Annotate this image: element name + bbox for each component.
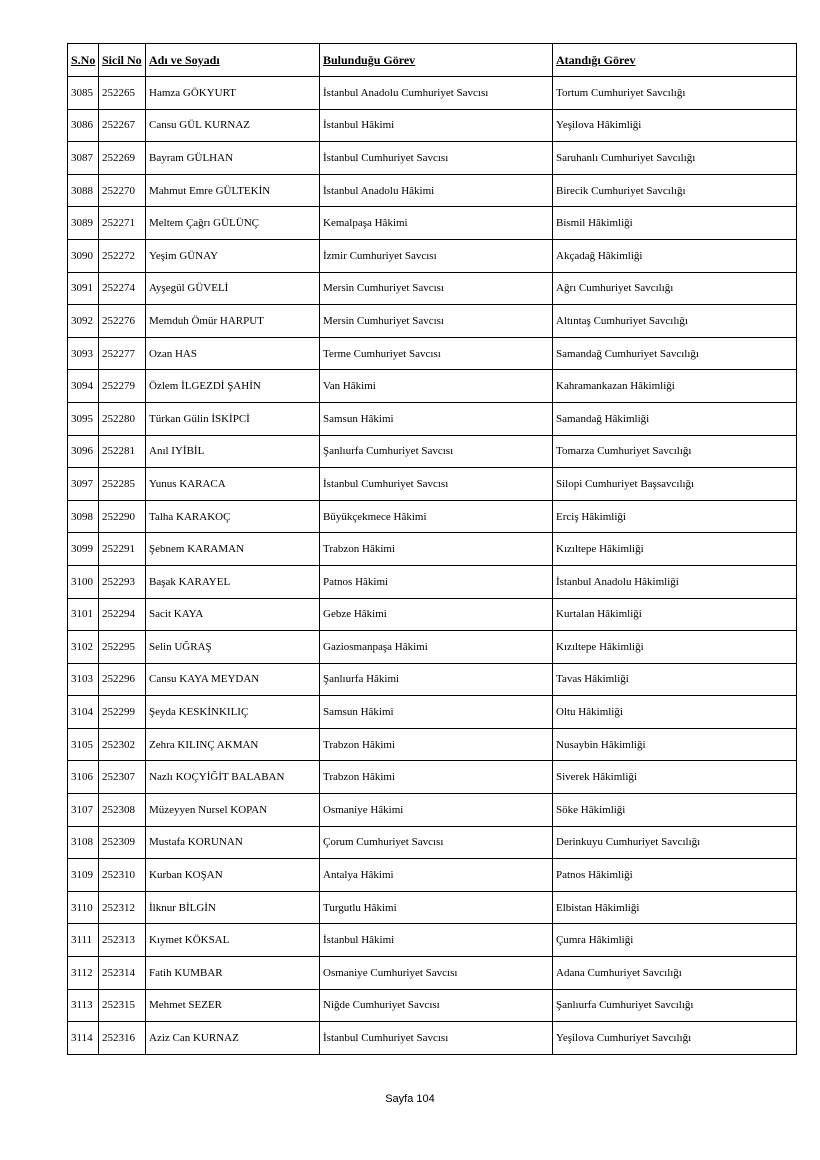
cell-sno: 3111 xyxy=(68,924,99,957)
cell-name: Kıymet KÖKSAL xyxy=(146,924,320,957)
cell-sno: 3097 xyxy=(68,468,99,501)
cell-name: İlknur BİLGİN xyxy=(146,891,320,924)
cell-assigned-post: Şanlıurfa Cumhuriyet Savcılığı xyxy=(553,989,797,1022)
cell-current-post: Patnos Hâkimi xyxy=(320,565,553,598)
table-row xyxy=(68,696,797,729)
cell-sno: 3096 xyxy=(68,435,99,468)
cell-assigned-post: Tomarza Cumhuriyet Savcılığı xyxy=(553,435,797,468)
cell-assigned-post: Ağrı Cumhuriyet Savcılığı xyxy=(553,272,797,305)
cell-sno: 3089 xyxy=(68,207,99,240)
cell-assigned-post: Çumra Hâkimliği xyxy=(553,924,797,957)
cell-current-post: İzmir Cumhuriyet Savcısı xyxy=(320,239,553,272)
cell-sicil-no: 252299 xyxy=(99,696,146,729)
cell-name: Başak KARAYEL xyxy=(146,565,320,598)
cell-sicil-no: 252295 xyxy=(99,631,146,664)
table-row xyxy=(68,435,797,468)
cell-current-post: Turgutlu Hâkimi xyxy=(320,891,553,924)
cell-name: Zehra KILINÇ AKMAN xyxy=(146,728,320,761)
cell-name: Mustafa KORUNAN xyxy=(146,826,320,859)
cell-sno: 3092 xyxy=(68,305,99,338)
cell-sno: 3103 xyxy=(68,663,99,696)
cell-sicil-no: 252313 xyxy=(99,924,146,957)
cell-name: Cansu GÜL KURNAZ xyxy=(146,109,320,142)
table-row xyxy=(68,565,797,598)
cell-assigned-post: İstanbul Anadolu Hâkimliği xyxy=(553,565,797,598)
table-row xyxy=(68,859,797,892)
cell-name: Bayram GÜLHAN xyxy=(146,142,320,175)
cell-sno: 3094 xyxy=(68,370,99,403)
cell-sicil-no: 252296 xyxy=(99,663,146,696)
cell-sicil-no: 252316 xyxy=(99,1022,146,1055)
table-row xyxy=(68,794,797,827)
cell-assigned-post: Yeşilova Cumhuriyet Savcılığı xyxy=(553,1022,797,1055)
cell-sicil-no: 252269 xyxy=(99,142,146,175)
cell-assigned-post: Kızıltepe Hâkimliği xyxy=(553,631,797,664)
cell-assigned-post: Silopi Cumhuriyet Başsavcılığı xyxy=(553,468,797,501)
cell-current-post: İstanbul Cumhuriyet Savcısı xyxy=(320,1022,553,1055)
table-row xyxy=(68,370,797,403)
cell-current-post: İstanbul Hâkimi xyxy=(320,924,553,957)
table-row xyxy=(68,109,797,142)
cell-sno: 3114 xyxy=(68,1022,99,1055)
cell-name: Nazlı KOÇYİĞİT BALABAN xyxy=(146,761,320,794)
cell-sno: 3085 xyxy=(68,77,99,110)
cell-assigned-post: Söke Hâkimliği xyxy=(553,794,797,827)
cell-assigned-post: Altıntaş Cumhuriyet Savcılığı xyxy=(553,305,797,338)
table-row xyxy=(68,891,797,924)
cell-name: Şebnem KARAMAN xyxy=(146,533,320,566)
cell-current-post: Şanlıurfa Hâkimi xyxy=(320,663,553,696)
table-row xyxy=(68,761,797,794)
cell-current-post: İstanbul Hâkimi xyxy=(320,109,553,142)
cell-name: Mahmut Emre GÜLTEKİN xyxy=(146,174,320,207)
cell-sicil-no: 252315 xyxy=(99,989,146,1022)
cell-assigned-post: Kurtalan Hâkimliği xyxy=(553,598,797,631)
cell-sicil-no: 252308 xyxy=(99,794,146,827)
cell-sicil-no: 252293 xyxy=(99,565,146,598)
cell-current-post: Çorum Cumhuriyet Savcısı xyxy=(320,826,553,859)
table-row xyxy=(68,207,797,240)
cell-sicil-no: 252310 xyxy=(99,859,146,892)
cell-sicil-no: 252277 xyxy=(99,337,146,370)
cell-assigned-post: Saruhanlı Cumhuriyet Savcılığı xyxy=(553,142,797,175)
cell-current-post: Gaziosmanpaşa Hâkimi xyxy=(320,631,553,664)
cell-name: Ayşegül GÜVELİ xyxy=(146,272,320,305)
cell-sicil-no: 252279 xyxy=(99,370,146,403)
table-row xyxy=(68,272,797,305)
cell-sno: 3107 xyxy=(68,794,99,827)
cell-sno: 3090 xyxy=(68,239,99,272)
cell-sicil-no: 252267 xyxy=(99,109,146,142)
cell-sno: 3105 xyxy=(68,728,99,761)
cell-name: Ozan HAS xyxy=(146,337,320,370)
cell-assigned-post: Patnos Hâkimliği xyxy=(553,859,797,892)
cell-assigned-post: Kızıltepe Hâkimliği xyxy=(553,533,797,566)
page-number: Sayfa 104 xyxy=(385,1093,435,1105)
appointment-table xyxy=(67,43,797,1055)
cell-sicil-no: 252294 xyxy=(99,598,146,631)
table-row xyxy=(68,924,797,957)
cell-current-post: Samsun Hâkimi xyxy=(320,402,553,435)
table-row xyxy=(68,728,797,761)
cell-name: Anıl IYİBİL xyxy=(146,435,320,468)
header-sno: S.No xyxy=(68,44,99,77)
cell-assigned-post: Yeşilova Hâkimliği xyxy=(553,109,797,142)
cell-sicil-no: 252307 xyxy=(99,761,146,794)
cell-sno: 3091 xyxy=(68,272,99,305)
cell-sicil-no: 252280 xyxy=(99,402,146,435)
cell-sicil-no: 252314 xyxy=(99,957,146,990)
cell-current-post: Osmaniye Hâkimi xyxy=(320,794,553,827)
cell-name: Memduh Ömür HARPUT xyxy=(146,305,320,338)
cell-current-post: İstanbul Cumhuriyet Savcısı xyxy=(320,468,553,501)
cell-name: Yunus KARACA xyxy=(146,468,320,501)
cell-assigned-post: Nusaybin Hâkimliği xyxy=(553,728,797,761)
cell-name: Kurban KOŞAN xyxy=(146,859,320,892)
cell-sno: 3109 xyxy=(68,859,99,892)
cell-sno: 3101 xyxy=(68,598,99,631)
table-row xyxy=(68,1022,797,1055)
table-row xyxy=(68,957,797,990)
table-row xyxy=(68,305,797,338)
cell-name: Meltem Çağrı GÜLÜNÇ xyxy=(146,207,320,240)
cell-sno: 3087 xyxy=(68,142,99,175)
header-sicil-no: Sicil No xyxy=(99,44,146,77)
cell-name: Cansu KAYA MEYDAN xyxy=(146,663,320,696)
cell-assigned-post: Birecik Cumhuriyet Savcılığı xyxy=(553,174,797,207)
table-row xyxy=(68,77,797,110)
cell-current-post: Terme Cumhuriyet Savcısı xyxy=(320,337,553,370)
cell-sicil-no: 252281 xyxy=(99,435,146,468)
cell-name: Mehmet SEZER xyxy=(146,989,320,1022)
cell-sicil-no: 252309 xyxy=(99,826,146,859)
cell-sno: 3110 xyxy=(68,891,99,924)
cell-assigned-post: Adana Cumhuriyet Savcılığı xyxy=(553,957,797,990)
cell-current-post: Şanlıurfa Cumhuriyet Savcısı xyxy=(320,435,553,468)
cell-current-post: Osmaniye Cumhuriyet Savcısı xyxy=(320,957,553,990)
cell-name: Talha KARAKOÇ xyxy=(146,500,320,533)
cell-current-post: Mersin Cumhuriyet Savcısı xyxy=(320,272,553,305)
cell-assigned-post: Derinkuyu Cumhuriyet Savcılığı xyxy=(553,826,797,859)
cell-sno: 3102 xyxy=(68,631,99,664)
table-row xyxy=(68,402,797,435)
header-assigned-post: Atandığı Görev xyxy=(553,44,797,77)
cell-assigned-post: Tortum Cumhuriyet Savcılığı xyxy=(553,77,797,110)
table-row xyxy=(68,663,797,696)
cell-sno: 3106 xyxy=(68,761,99,794)
cell-current-post: Mersin Cumhuriyet Savcısı xyxy=(320,305,553,338)
cell-name: Aziz Can KURNAZ xyxy=(146,1022,320,1055)
table-row xyxy=(68,239,797,272)
cell-name: Fatih KUMBAR xyxy=(146,957,320,990)
cell-sno: 3095 xyxy=(68,402,99,435)
table-body xyxy=(68,77,797,1055)
cell-assigned-post: Erciş Hâkimliği xyxy=(553,500,797,533)
cell-current-post: Van Hâkimi xyxy=(320,370,553,403)
cell-name: Müzeyyen Nursel KOPAN xyxy=(146,794,320,827)
cell-current-post: Kemalpaşa Hâkimi xyxy=(320,207,553,240)
cell-sicil-no: 252285 xyxy=(99,468,146,501)
cell-assigned-post: Kahramankazan Hâkimliği xyxy=(553,370,797,403)
cell-assigned-post: Elbistan Hâkimliği xyxy=(553,891,797,924)
cell-current-post: İstanbul Cumhuriyet Savcısı xyxy=(320,142,553,175)
cell-sicil-no: 252272 xyxy=(99,239,146,272)
cell-sicil-no: 252302 xyxy=(99,728,146,761)
table-row xyxy=(68,533,797,566)
cell-sicil-no: 252291 xyxy=(99,533,146,566)
cell-assigned-post: Samandağ Cumhuriyet Savcılığı xyxy=(553,337,797,370)
table-row xyxy=(68,174,797,207)
cell-name: Şeyda KESKİNKILIÇ xyxy=(146,696,320,729)
cell-current-post: Antalya Hâkimi xyxy=(320,859,553,892)
cell-assigned-post: Tavas Hâkimliği xyxy=(553,663,797,696)
cell-sno: 3104 xyxy=(68,696,99,729)
table-row xyxy=(68,468,797,501)
cell-sicil-no: 252274 xyxy=(99,272,146,305)
cell-name: Türkan Gülin İSKİPCİ xyxy=(146,402,320,435)
table-row xyxy=(68,631,797,664)
cell-sno: 3108 xyxy=(68,826,99,859)
cell-current-post: Büyükçekmece Hâkimi xyxy=(320,500,553,533)
table-row xyxy=(68,598,797,631)
cell-assigned-post: Oltu Hâkimliği xyxy=(553,696,797,729)
cell-name: Hamza GÖKYURT xyxy=(146,77,320,110)
cell-assigned-post: Akçadağ Hâkimliği xyxy=(553,239,797,272)
table-header-row xyxy=(68,44,797,77)
cell-current-post: Niğde Cumhuriyet Savcısı xyxy=(320,989,553,1022)
cell-assigned-post: Samandağ Hâkimliği xyxy=(553,402,797,435)
cell-sno: 3099 xyxy=(68,533,99,566)
cell-sicil-no: 252312 xyxy=(99,891,146,924)
cell-current-post: İstanbul Anadolu Cumhuriyet Savcısı xyxy=(320,77,553,110)
cell-name: Sacit KAYA xyxy=(146,598,320,631)
cell-assigned-post: Bismil Hâkimliği xyxy=(553,207,797,240)
cell-current-post: Trabzon Hâkimi xyxy=(320,533,553,566)
cell-current-post: Samsun Hâkimi xyxy=(320,696,553,729)
cell-sicil-no: 252276 xyxy=(99,305,146,338)
cell-sicil-no: 252265 xyxy=(99,77,146,110)
cell-sno: 3086 xyxy=(68,109,99,142)
table-row xyxy=(68,142,797,175)
table-row xyxy=(68,337,797,370)
cell-current-post: Gebze Hâkimi xyxy=(320,598,553,631)
cell-sno: 3113 xyxy=(68,989,99,1022)
cell-current-post: Trabzon Hâkimi xyxy=(320,728,553,761)
table-row xyxy=(68,989,797,1022)
cell-sno: 3098 xyxy=(68,500,99,533)
cell-name: Özlem İLGEZDİ ŞAHİN xyxy=(146,370,320,403)
cell-sno: 3100 xyxy=(68,565,99,598)
cell-sno: 3112 xyxy=(68,957,99,990)
cell-sicil-no: 252271 xyxy=(99,207,146,240)
table-row xyxy=(68,826,797,859)
cell-sicil-no: 252290 xyxy=(99,500,146,533)
cell-sno: 3088 xyxy=(68,174,99,207)
cell-sno: 3093 xyxy=(68,337,99,370)
cell-current-post: İstanbul Anadolu Hâkimi xyxy=(320,174,553,207)
cell-sicil-no: 252270 xyxy=(99,174,146,207)
header-current-post: Bulunduğu Görev xyxy=(320,44,553,77)
table-row xyxy=(68,500,797,533)
cell-name: Selin UĞRAŞ xyxy=(146,631,320,664)
cell-assigned-post: Siverek Hâkimliği xyxy=(553,761,797,794)
header-name: Adı ve Soyadı xyxy=(146,44,320,77)
cell-current-post: Trabzon Hâkimi xyxy=(320,761,553,794)
cell-name: Yeşim GÜNAY xyxy=(146,239,320,272)
